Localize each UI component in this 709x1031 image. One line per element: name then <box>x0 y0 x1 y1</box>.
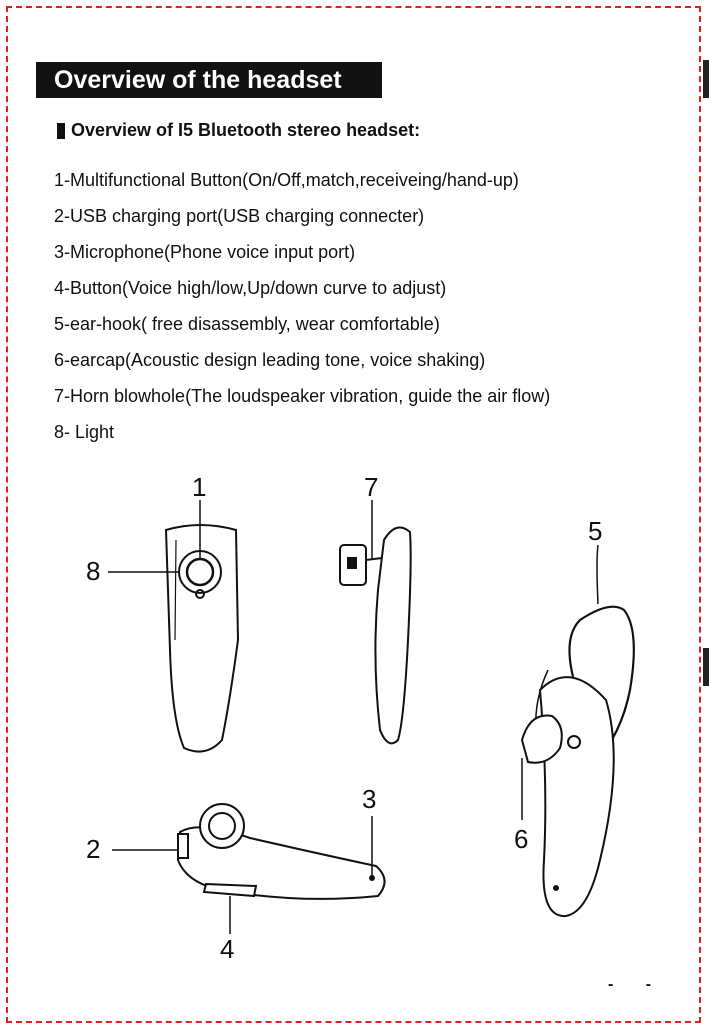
headset-side-body <box>375 528 410 744</box>
feature-item-7: 7-Horn blowhole(The loudspeaker vibration, guide the air flow) <box>54 386 551 406</box>
edge-mark-top <box>703 60 709 98</box>
feature-item-6: 6-earcap(Acoustic design leading tone, voice shaking) <box>54 350 486 370</box>
volume-button-icon <box>204 884 256 896</box>
feature-item-3: 3-Microphone(Phone voice input port) <box>54 242 356 262</box>
feature-item-4: 4-Button(Voice high/low,Up/down curve to adjust) <box>54 278 447 298</box>
feature-item-1: 1-Multifunctional Button(On/Off,match,receiveing/hand-up) <box>54 170 519 190</box>
callout-2: 2 <box>86 834 101 864</box>
page-number-marks: - - <box>608 976 666 993</box>
feature-list <box>54 162 550 450</box>
callout-8: 8 <box>86 556 101 586</box>
callout-1: 1 <box>192 472 207 502</box>
callout-3: 3 <box>362 784 377 814</box>
feature-item-2: 2-USB charging port(USB charging connecter) <box>54 206 425 226</box>
headset-diagram <box>0 460 709 980</box>
subheading <box>57 120 420 141</box>
feature-item-8: 8- Light <box>54 422 115 442</box>
callout-4: 4 <box>220 934 235 964</box>
subheading-text: Overview of I5 Bluetooth stereo headset: <box>71 120 421 140</box>
earbud-icon <box>200 804 244 848</box>
bullet-icon <box>57 123 65 139</box>
callout-5: 5 <box>588 516 603 546</box>
callout-6: 6 <box>514 824 529 854</box>
section-title: Overview of the headset <box>36 62 382 98</box>
feature-item-5: 5-ear-hook( free disassembly, wear comfortable) <box>54 314 440 334</box>
callout-7: 7 <box>364 472 379 502</box>
headset-angled-body <box>540 677 614 916</box>
